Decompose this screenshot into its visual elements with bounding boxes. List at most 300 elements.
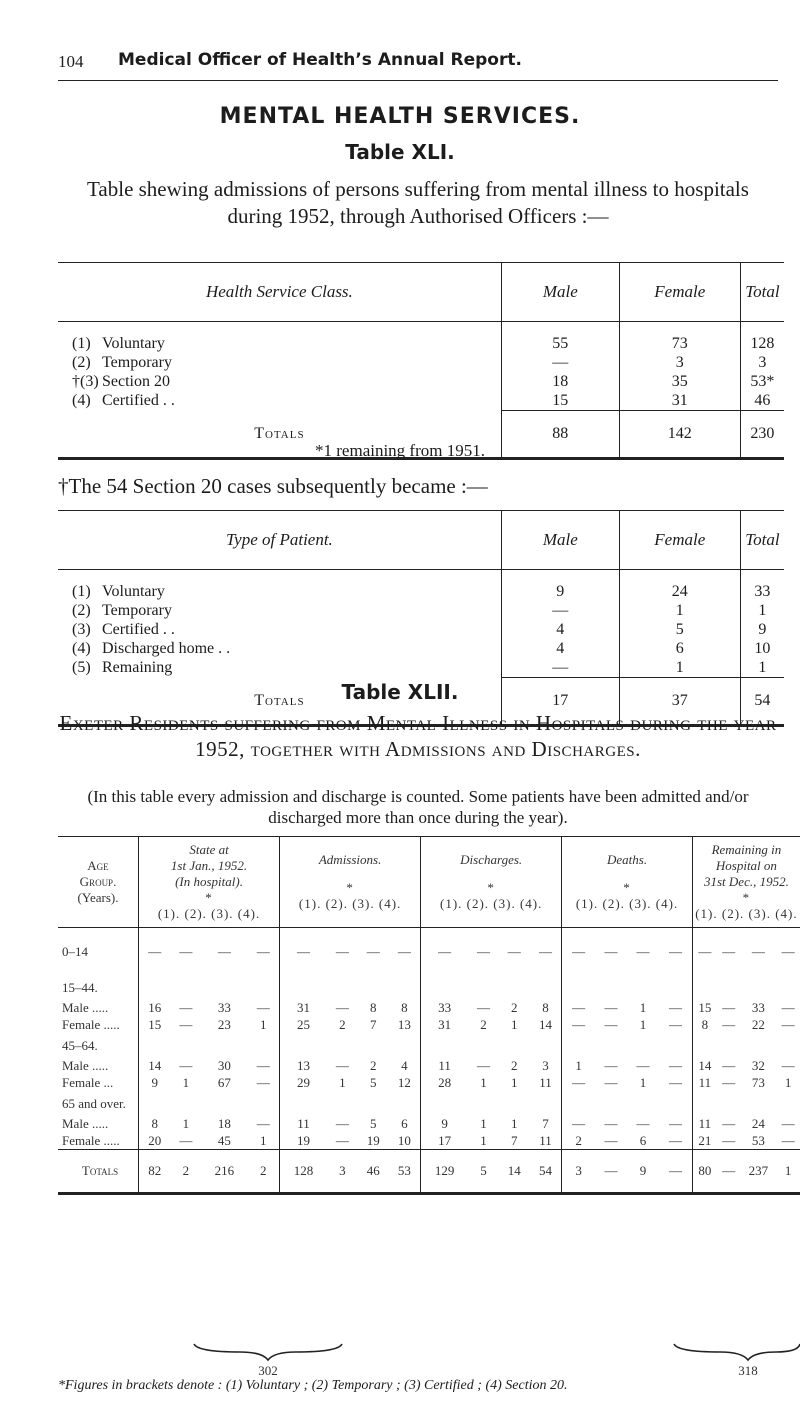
- star-marker: *: [205, 890, 213, 905]
- column-subheads: (1). (2). (3). (4).: [439, 896, 543, 911]
- cell-value: —: [604, 1058, 618, 1073]
- cell-value: 19: [366, 1132, 380, 1148]
- total-value: 10: [740, 639, 784, 658]
- totals-row: [58, 1150, 800, 1194]
- cell-value: [139, 1092, 171, 1116]
- table-row: [58, 1092, 800, 1116]
- group-header-line: Remaining in: [711, 842, 782, 857]
- cell-value: —: [595, 1150, 627, 1194]
- cell-value: [389, 1034, 421, 1058]
- total-value: 33: [740, 570, 784, 602]
- row-label: Remaining: [102, 658, 173, 676]
- column-subheads: (1). (2). (3). (4).: [157, 906, 261, 921]
- table-row: [58, 372, 784, 391]
- table-row: [58, 620, 784, 639]
- table-row: [58, 639, 784, 658]
- cell-value: [421, 976, 468, 1000]
- cell-value: [692, 1034, 717, 1058]
- cell-value: —: [476, 943, 490, 959]
- cell-value: 9: [139, 1075, 171, 1092]
- cell-value: [627, 976, 659, 1000]
- cell-value: —: [280, 928, 327, 976]
- cell-value: [659, 1034, 692, 1058]
- cell-value: [358, 1034, 389, 1058]
- cell-value: 7: [369, 1017, 377, 1032]
- cell-value: —: [604, 943, 618, 959]
- table41-header-class: Health Service Class.: [58, 263, 501, 322]
- cell-value: 1: [562, 1058, 595, 1075]
- cell-value: [717, 1092, 741, 1116]
- cell-value: [468, 976, 499, 1000]
- cell-value: —: [604, 1000, 618, 1015]
- cell-value: 8: [542, 1000, 549, 1015]
- cell-value: —: [366, 943, 380, 959]
- cell-value: —: [668, 1000, 682, 1015]
- cell-value: 9: [421, 1116, 468, 1133]
- cell-value: 1: [511, 1017, 518, 1032]
- group-header-line: Discharges.: [460, 852, 523, 867]
- cell-value: 10: [397, 1132, 411, 1148]
- cell-value: —: [179, 1017, 193, 1032]
- cell-value: 8: [369, 1000, 377, 1015]
- cell-value: [562, 1092, 595, 1116]
- total-value: 46: [740, 391, 784, 411]
- totals-label: Totals: [58, 678, 501, 726]
- cell-value: [659, 976, 692, 1000]
- cell-value: 82: [139, 1150, 171, 1194]
- table-row: [58, 1133, 800, 1150]
- group-header-admissions: [280, 837, 421, 928]
- age-group-label: 45–64.: [62, 1037, 98, 1053]
- cell-value: 4: [401, 1058, 408, 1073]
- cell-value: 2: [369, 1058, 377, 1073]
- cell-value: 23: [217, 1017, 231, 1032]
- table-row: [58, 928, 800, 976]
- cell-value: 20: [139, 1133, 171, 1150]
- cell-value: —: [659, 1150, 692, 1194]
- cell-value: 7: [511, 1132, 518, 1148]
- table-row: [58, 1034, 800, 1058]
- section-title: MENTAL HEALTH SERVICES.: [219, 104, 581, 129]
- cell-value: [562, 976, 595, 1000]
- section20-header-female: Female: [619, 511, 740, 570]
- cell-value: 13: [397, 1017, 411, 1032]
- total-value: 3: [740, 353, 784, 372]
- cell-value: 128: [280, 1150, 327, 1194]
- age-group-label: 15–44.: [62, 979, 98, 995]
- age-header-line: Age: [87, 858, 109, 873]
- cell-value: [717, 976, 741, 1000]
- cell-value: —: [722, 1132, 736, 1148]
- cell-value: —: [397, 943, 411, 959]
- cell-value: 18: [217, 1116, 231, 1131]
- cell-value: [171, 976, 202, 1000]
- cell-value: 237: [741, 1150, 777, 1194]
- cell-value: —: [781, 1132, 795, 1148]
- cell-value: [280, 1034, 327, 1058]
- cell-value: 25: [280, 1017, 327, 1034]
- section20-header-total: Total: [740, 511, 784, 570]
- section20-header-type: Type of Patient.: [58, 511, 501, 570]
- table-row: [58, 1116, 800, 1133]
- group-header-line: (In hospital).: [175, 874, 243, 889]
- cell-value: —: [179, 1000, 193, 1015]
- cell-value: [499, 976, 530, 1000]
- male-value: —: [501, 601, 619, 620]
- cell-value: [139, 976, 171, 1000]
- cell-value: 6: [639, 1132, 647, 1148]
- cell-value: 1: [182, 1075, 190, 1090]
- cell-value: 14: [139, 1058, 171, 1075]
- table42: [58, 836, 800, 1195]
- cell-value: 28: [421, 1075, 468, 1092]
- row-label: Temporary: [102, 353, 172, 371]
- cell-value: —: [256, 1075, 270, 1090]
- row-index: (4): [72, 639, 91, 657]
- cell-value: 33: [421, 1000, 468, 1017]
- cell-value: [741, 1034, 777, 1058]
- age-group-label: Female .....: [62, 1017, 120, 1032]
- cell-value: 15: [139, 1017, 171, 1034]
- brace-left: [194, 1344, 342, 1360]
- cell-value: [201, 976, 247, 1000]
- group-header-line: Hospital on: [715, 858, 777, 873]
- cell-value: 53: [751, 1132, 765, 1148]
- male-value: —: [501, 658, 619, 678]
- group-header-state: [139, 837, 280, 928]
- cell-value: 5: [468, 1150, 499, 1194]
- cell-value: —: [335, 943, 349, 959]
- table42-title: Table XLII.: [341, 680, 459, 704]
- cell-value: 80: [692, 1150, 717, 1194]
- cell-value: 12: [397, 1075, 411, 1090]
- cell-value: 1: [260, 1017, 267, 1032]
- cell-value: 46: [358, 1150, 389, 1194]
- section20-header-row: [58, 511, 784, 570]
- cell-value: [741, 1092, 777, 1116]
- row-index: (2): [72, 601, 91, 619]
- male-value: 55: [501, 322, 619, 354]
- cell-value: 1: [639, 1017, 647, 1032]
- total-value: 1: [740, 601, 784, 620]
- cell-value: 14: [692, 1058, 717, 1075]
- cell-value: 67: [217, 1075, 231, 1090]
- cell-value: [327, 1034, 358, 1058]
- age-group-label: Female ...: [62, 1075, 114, 1090]
- cell-value: 8: [692, 1017, 717, 1034]
- cell-value: —: [507, 943, 521, 959]
- cell-value: —: [668, 943, 682, 959]
- cell-value: —: [335, 1058, 349, 1073]
- cell-value: [468, 1034, 499, 1058]
- section20-header-male: Male: [501, 511, 619, 570]
- cell-value: —: [179, 943, 193, 959]
- cell-value: —: [668, 1058, 682, 1073]
- male-value: 9: [501, 570, 619, 602]
- star-marker: *: [623, 880, 631, 895]
- table-row: [58, 1058, 800, 1075]
- total-braces: [0, 1338, 800, 1378]
- cell-value: 2: [171, 1150, 202, 1194]
- female-value: 31: [619, 391, 740, 411]
- column-subheads: (1). (2). (3). (4).: [575, 896, 679, 911]
- male-value: 4: [501, 639, 619, 658]
- cell-value: —: [722, 1000, 736, 1015]
- star-marker: *: [742, 890, 751, 905]
- cell-value: —: [636, 1058, 650, 1073]
- column-subheads: (1). (2). (3). (4).: [298, 896, 402, 911]
- totals-label: Totals: [58, 411, 501, 459]
- cell-value: —: [781, 1000, 795, 1015]
- cell-value: [776, 976, 800, 1000]
- cell-value: —: [717, 1150, 741, 1194]
- female-value: 73: [619, 322, 740, 354]
- cell-value: [201, 1034, 247, 1058]
- cell-value: [499, 1034, 530, 1058]
- table42-header-row: [58, 837, 800, 928]
- cell-value: [530, 1034, 562, 1058]
- cell-value: 129: [421, 1150, 468, 1194]
- cell-value: 29: [280, 1075, 327, 1092]
- cell-value: —: [668, 1116, 682, 1131]
- cell-value: —: [139, 928, 171, 976]
- row-index: (3): [72, 620, 91, 638]
- female-value: 24: [619, 570, 740, 602]
- cell-value: 1: [480, 1132, 487, 1148]
- cell-value: [627, 1034, 659, 1058]
- cell-value: 1: [784, 1075, 792, 1090]
- cell-value: 22: [751, 1017, 765, 1032]
- row-label: Voluntary: [102, 582, 165, 600]
- star-marker: *: [487, 880, 495, 895]
- female-value: 35: [619, 372, 740, 391]
- cell-value: —: [335, 1132, 349, 1148]
- cell-value: [139, 1034, 171, 1058]
- cell-value: 2: [562, 1133, 595, 1150]
- cell-value: [201, 1092, 247, 1116]
- group-header-line: Deaths.: [606, 852, 648, 867]
- age-group-label: Female .....: [62, 1132, 120, 1148]
- cell-value: [499, 1092, 530, 1116]
- cell-value: 7: [542, 1116, 549, 1131]
- age-group-label: Male .....: [62, 1058, 109, 1073]
- cell-value: 13: [280, 1058, 327, 1075]
- cell-value: —: [256, 1000, 270, 1015]
- table42-footnote: [58, 1378, 567, 1394]
- cell-value: —: [781, 943, 795, 959]
- cell-value: 32: [751, 1058, 765, 1073]
- cell-value: 1: [639, 1000, 647, 1015]
- cell-value: [248, 1034, 280, 1058]
- cell-value: [171, 1034, 202, 1058]
- cell-value: [659, 1092, 692, 1116]
- cell-value: —: [335, 1116, 349, 1131]
- running-header: [58, 52, 778, 81]
- cell-value: 11: [280, 1116, 327, 1133]
- star-marker: *: [346, 880, 354, 895]
- table-row: [58, 1075, 800, 1092]
- age-group-label: Male .....: [62, 1116, 109, 1131]
- cell-value: 11: [692, 1116, 717, 1133]
- running-title: Medical Officer of Health’s Annual Report.: [118, 50, 522, 70]
- female-total: 37: [619, 678, 740, 726]
- cell-value: 11: [692, 1075, 717, 1092]
- cell-value: 3: [327, 1150, 358, 1194]
- cell-value: [776, 1092, 800, 1116]
- group-header-line: 1st Jan., 1952.: [170, 858, 248, 873]
- cell-value: 53: [389, 1150, 421, 1194]
- cell-value: 24: [751, 1116, 765, 1131]
- cell-value: 30: [217, 1058, 231, 1073]
- table-row: [58, 658, 784, 678]
- brace-total-left: 302: [258, 1363, 278, 1378]
- cell-value: —: [562, 1116, 595, 1133]
- cell-value: [692, 1092, 717, 1116]
- cell-value: 1: [182, 1116, 190, 1131]
- cell-value: —: [636, 943, 650, 959]
- cell-value: —: [604, 1075, 618, 1090]
- brace-total-right: 318: [738, 1363, 758, 1378]
- row-label: Section 20: [102, 372, 170, 390]
- cell-value: —: [335, 1000, 349, 1015]
- female-value: 3: [619, 353, 740, 372]
- row-label: Voluntary: [102, 334, 165, 352]
- table42-note: (In this table every admission and discharge is counted. Some patients have been admitted and/or discharged more than once during the year).: [87, 787, 749, 827]
- cell-value: —: [538, 943, 552, 959]
- cell-value: [530, 976, 562, 1000]
- cell-value: 5: [369, 1075, 377, 1090]
- cell-value: 3: [542, 1058, 549, 1073]
- cell-value: —: [604, 1116, 618, 1131]
- cell-value: 14: [538, 1017, 552, 1032]
- cell-value: —: [722, 1075, 736, 1090]
- cell-value: 1: [511, 1116, 518, 1131]
- cell-value: [717, 1034, 741, 1058]
- total-value: 1: [740, 658, 784, 678]
- male-total: 88: [501, 411, 619, 459]
- cell-value: [280, 1092, 327, 1116]
- male-value: 18: [501, 372, 619, 391]
- row-label: Discharged home . .: [102, 639, 231, 657]
- cell-value: —: [751, 943, 765, 959]
- cell-value: —: [217, 943, 231, 959]
- group-header-discharges: [421, 837, 562, 928]
- cell-value: [171, 1092, 202, 1116]
- cell-value: —: [692, 928, 717, 976]
- row-index: (2): [72, 353, 91, 371]
- table-row: [58, 353, 784, 372]
- cell-value: [280, 976, 327, 1000]
- row-index: (1): [72, 334, 91, 352]
- cell-value: 11: [421, 1058, 468, 1075]
- table41: [58, 262, 784, 460]
- cell-value: [595, 1034, 627, 1058]
- cell-value: 16: [139, 1000, 171, 1017]
- cell-value: —: [781, 1116, 795, 1131]
- cell-value: —: [781, 1058, 795, 1073]
- cell-value: [248, 976, 280, 1000]
- cell-value: —: [604, 1132, 618, 1148]
- cell-value: —: [256, 1058, 270, 1073]
- cell-value: —: [668, 1132, 682, 1148]
- cell-value: 15: [692, 1000, 717, 1017]
- table41-header-total: Total: [740, 263, 784, 322]
- cell-value: 1: [511, 1075, 518, 1090]
- table-row: [58, 1017, 800, 1034]
- female-value: 1: [619, 601, 740, 620]
- cell-value: 2: [248, 1150, 280, 1194]
- cell-value: [595, 976, 627, 1000]
- cell-value: —: [256, 943, 270, 959]
- cell-value: —: [562, 928, 595, 976]
- cell-value: —: [722, 1058, 736, 1073]
- female-value: 6: [619, 639, 740, 658]
- cell-value: 9: [627, 1150, 659, 1194]
- total-value: 128: [740, 322, 784, 354]
- cell-value: 31: [421, 1017, 468, 1034]
- totals-label: Totals: [58, 1150, 139, 1194]
- table41-footnote: *1 remaining from 1951.: [315, 441, 485, 460]
- cell-value: [562, 1034, 595, 1058]
- age-header-line: (Years).: [77, 890, 119, 905]
- cell-value: [530, 1092, 562, 1116]
- total-value: 9: [740, 620, 784, 639]
- cell-value: —: [562, 1017, 595, 1034]
- cell-value: [358, 976, 389, 1000]
- cell-value: 11: [539, 1132, 552, 1148]
- cell-value: 21: [692, 1133, 717, 1150]
- cell-value: 54: [530, 1150, 562, 1194]
- male-value: —: [501, 353, 619, 372]
- cell-value: 45: [217, 1132, 231, 1148]
- cell-value: [358, 1092, 389, 1116]
- cell-value: —: [179, 1058, 193, 1073]
- group-header-remaining: [692, 837, 800, 928]
- cell-value: —: [722, 1116, 736, 1131]
- grand-total: 230: [740, 411, 784, 459]
- cell-value: 14: [499, 1150, 530, 1194]
- row-label: Certified . .: [102, 391, 175, 409]
- cell-value: 2: [511, 1000, 518, 1015]
- cell-value: [248, 1092, 280, 1116]
- cell-value: [776, 1034, 800, 1058]
- male-value: 4: [501, 620, 619, 639]
- cell-value: —: [476, 1058, 490, 1073]
- cell-value: [327, 976, 358, 1000]
- cell-value: 3: [562, 1150, 595, 1194]
- row-label: Certified . .: [102, 620, 175, 638]
- cell-value: 6: [401, 1116, 408, 1131]
- cell-value: —: [421, 928, 468, 976]
- male-value: 15: [501, 391, 619, 411]
- cell-value: [389, 976, 421, 1000]
- table41-title: Table XLI.: [345, 140, 455, 164]
- table-row: [58, 570, 784, 602]
- cell-value: [421, 1034, 468, 1058]
- table41-header-male: Male: [501, 263, 619, 322]
- table-row: [58, 391, 784, 411]
- cell-value: [741, 976, 777, 1000]
- cell-value: [327, 1092, 358, 1116]
- cell-value: [468, 1092, 499, 1116]
- cell-value: 5: [369, 1116, 377, 1131]
- table42-body: [58, 928, 800, 1194]
- page-number: 104: [58, 52, 84, 71]
- cell-value: —: [636, 1116, 650, 1131]
- male-total: 17: [501, 678, 619, 726]
- row-index: (5): [72, 658, 91, 676]
- cell-value: —: [562, 1075, 595, 1092]
